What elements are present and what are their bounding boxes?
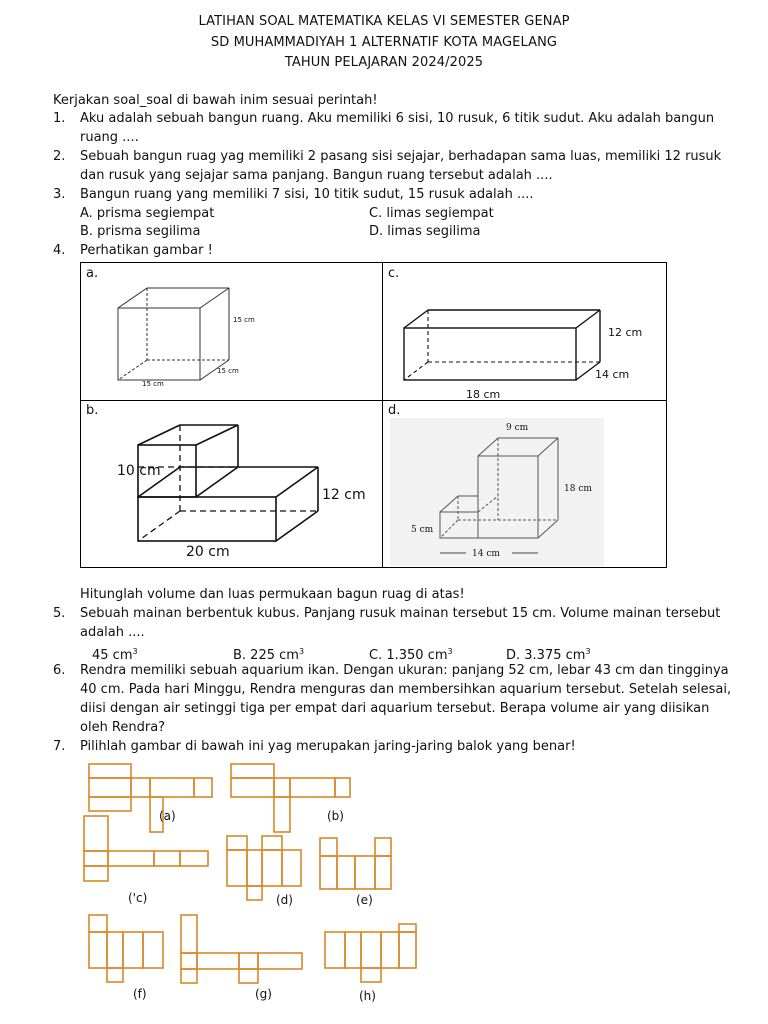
q3-option-a: A. prisma segiempat xyxy=(80,206,215,221)
net-label-b: (b) xyxy=(327,809,344,823)
q3-option-d: D. limas segilima xyxy=(369,224,481,239)
q6-line1: Rendra memiliki sebuah aquarium ikan. Dengan ukuran: panjang 52 cm, lebar 43 cm dan tingginya xyxy=(80,663,729,678)
q4-footer: Hitunglah volume dan luas permukaan bagun ruag di atas! xyxy=(80,587,465,602)
fig-b-bottom-label: 20 cm xyxy=(186,544,230,560)
q4-cell-d-label: d. xyxy=(388,403,401,418)
net-label-h: (h) xyxy=(359,989,376,1003)
q5-option-d: D. 3.375 $cm^3$ xyxy=(506,647,591,663)
fig-c-length-label: 18 cm xyxy=(466,388,501,401)
q4-text: Perhatikan gambar ! xyxy=(80,243,213,258)
q4-cell-a-label: a. xyxy=(86,266,99,281)
q3-option-b: B. prisma segilima xyxy=(80,224,201,239)
q6-line2: 40 cm. Pada hari Minggu, Rendra menguras dan membersihkan aquarium tersebut. Setelah selesai, xyxy=(80,682,732,697)
header-title-line3: TAHUN PELAJARAN 2024/2025 xyxy=(284,55,484,70)
net-e xyxy=(320,838,391,889)
q5-option-c: C. 1.350 $cm^3$ xyxy=(369,647,453,663)
fig-d-bottom-label: 14 cm xyxy=(472,549,500,559)
q5-number: 5. xyxy=(53,606,66,621)
net-label-d: (d) xyxy=(276,893,293,907)
header-title-line2: SD MUHAMMADIYAH 1 ALTERNATIF KOTA MAGELANG xyxy=(210,35,558,50)
q1-line2: ruang .... xyxy=(80,130,139,145)
net-h xyxy=(325,924,416,982)
fig-a-bottom-label: 15 cm xyxy=(142,380,164,388)
fig-d-left-label: 5 cm xyxy=(411,525,434,535)
fig-c-height-label: 12 cm xyxy=(608,326,643,339)
q7-text: Pilihlah gambar di bawah ini yag merupakan jaring-jaring balok yang benar! xyxy=(80,739,576,754)
fig-d-right-label: 18 cm xyxy=(564,484,592,494)
q6-line4: oleh Rendra? xyxy=(80,720,166,735)
fig-b-right-label: 12 cm xyxy=(322,487,366,503)
q5-line2: adalah .... xyxy=(80,625,145,640)
net-label-e: (e) xyxy=(356,893,373,907)
fig-a-top-label: 15 cm xyxy=(233,316,255,324)
q4-number: 4. xyxy=(53,243,66,258)
q1-number: 1. xyxy=(53,111,66,126)
fig-b-left-label: 10 cm xyxy=(117,463,161,479)
q3-option-c: C. limas segiempat xyxy=(369,206,494,221)
q5-line1: Sebuah mainan berbentuk kubus. Panjang rusuk mainan tersebut 15 cm. Volume mainan tersebut xyxy=(80,606,721,621)
q7-number: 7. xyxy=(53,739,66,754)
q2-line2: dan rusuk yang sejajar sama panjang. Bangun ruang tersebut adalah .... xyxy=(80,168,553,183)
q5-option-b: B. 225 $cm^3$ xyxy=(233,647,305,663)
q5-option-a: 45 $cm^3$ xyxy=(92,647,138,663)
net-c xyxy=(84,816,208,881)
q6-number: 6. xyxy=(53,663,66,678)
net-g xyxy=(181,915,302,983)
q2-number: 2. xyxy=(53,149,66,164)
instruction: Kerjakan soal_soal di bawah inim sesuai perintah! xyxy=(53,93,378,108)
fig-d-top-label: 9 cm xyxy=(506,423,529,433)
net-label-g: (g) xyxy=(255,987,272,1001)
q2-line1: Sebuah bangun ruag yag memiliki 2 pasang sisi sejajar, berhadapan sama luas, memiliki 12 rusuk xyxy=(80,149,722,164)
q1-line1: Aku adalah sebuah bangun ruang. Aku memiliki 6 sisi, 10 rusuk, 6 titik sudut. Aku adalah bangun xyxy=(80,111,715,126)
fig-c-width-label: 14 cm xyxy=(595,368,630,381)
header-title-line1: LATIHAN SOAL MATEMATIKA KELAS VI SEMESTER GENAP xyxy=(198,14,570,29)
q4-cell-b-label: b. xyxy=(86,403,99,418)
q4-cell-c-label: c. xyxy=(388,266,400,281)
q6-line3: diisi dengan air setinggi tiga per empat dari aquarium tersebut. Berapa volume air yang diisikan xyxy=(80,701,710,716)
net-label-f: (f) xyxy=(133,987,147,1001)
net-label-a: (a) xyxy=(159,809,176,823)
net-label-c: ('c) xyxy=(128,891,148,905)
q3-number: 3. xyxy=(53,187,66,202)
fig-a-mid-label: 15 cm xyxy=(217,367,239,375)
net-f xyxy=(89,915,163,982)
q3-text: Bangun ruang yang memiliki 7 sisi, 10 titik sudut, 15 rusuk adalah .... xyxy=(80,187,534,202)
